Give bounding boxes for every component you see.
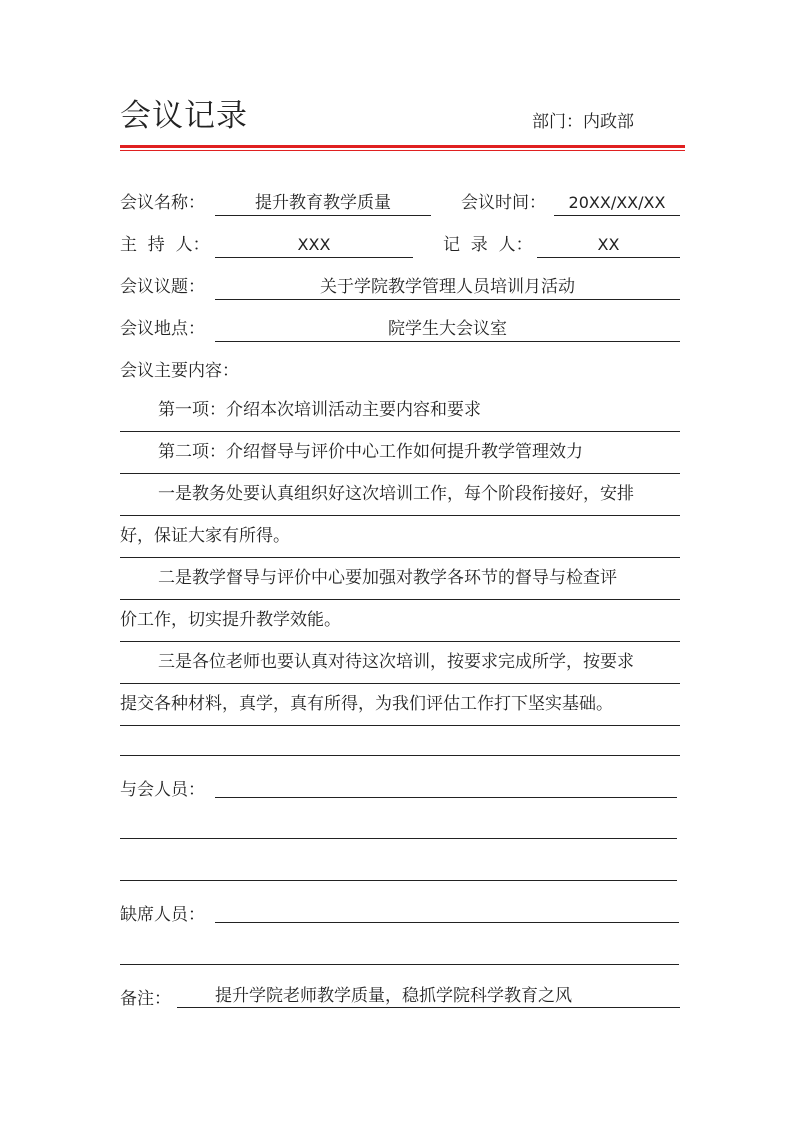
- notes-label: 备注：: [120, 989, 171, 1009]
- department-label: 部门：内政部: [532, 112, 634, 132]
- content-line: 价工作，切实提升教学效能。: [120, 600, 680, 642]
- attendees-field-line[interactable]: [120, 814, 677, 839]
- meeting-name-field[interactable]: 提升教育教学质量: [215, 191, 431, 216]
- location-label: 会议地点：: [120, 319, 205, 339]
- recorder-label: 记 录 人：: [443, 235, 533, 255]
- content-line: 好，保证大家有所得。: [120, 516, 680, 558]
- meeting-time-label: 会议时间：: [461, 193, 546, 213]
- content-line: 提交各种材料，真学，真有所得，为我们评估工作打下坚实基础。: [120, 684, 680, 726]
- host-field[interactable]: XXX: [215, 233, 413, 258]
- header-divider-thick: [120, 145, 685, 148]
- topic-field[interactable]: 关于学院教学管理人员培训月活动: [215, 275, 680, 300]
- attendees-field-line[interactable]: [120, 856, 677, 881]
- absentees-field[interactable]: [215, 898, 679, 923]
- absentees-field-line[interactable]: [120, 940, 679, 965]
- notes-field[interactable]: 提升学院老师教学质量，稳抓学院科学教育之风: [177, 984, 680, 1008]
- attendees-label: 与会人员：: [120, 780, 205, 800]
- content-label: 会议主要内容：: [120, 361, 239, 381]
- meeting-time-field[interactable]: 20XX/XX/XX: [554, 191, 680, 216]
- attendees-field[interactable]: [215, 773, 677, 798]
- location-field[interactable]: 院学生大会议室: [215, 317, 680, 342]
- recorder-field[interactable]: XX: [537, 233, 680, 258]
- content-line: 一是教务处要认真组织好这次培训工作，每个阶段衔接好，安排: [120, 474, 680, 516]
- meeting-name-label: 会议名称：: [120, 193, 205, 213]
- page-title: 会议记录: [120, 98, 248, 134]
- content-line: 第二项：介绍督导与评价中心工作如何提升教学管理效力: [120, 432, 680, 474]
- content-line: 第一项：介绍本次培训活动主要内容和要求: [120, 390, 680, 432]
- host-label: 主 持 人：: [120, 235, 210, 255]
- absentees-label: 缺席人员：: [120, 905, 205, 925]
- content-line: 三是各位老师也要认真对待这次培训，按要求完成所学，按要求: [120, 642, 680, 684]
- content-line: 二是教学督导与评价中心要加强对教学各环节的督导与检查评: [120, 558, 680, 600]
- blank-line[interactable]: [120, 714, 680, 756]
- topic-label: 会议议题：: [120, 277, 205, 297]
- header-divider-thin: [120, 150, 685, 151]
